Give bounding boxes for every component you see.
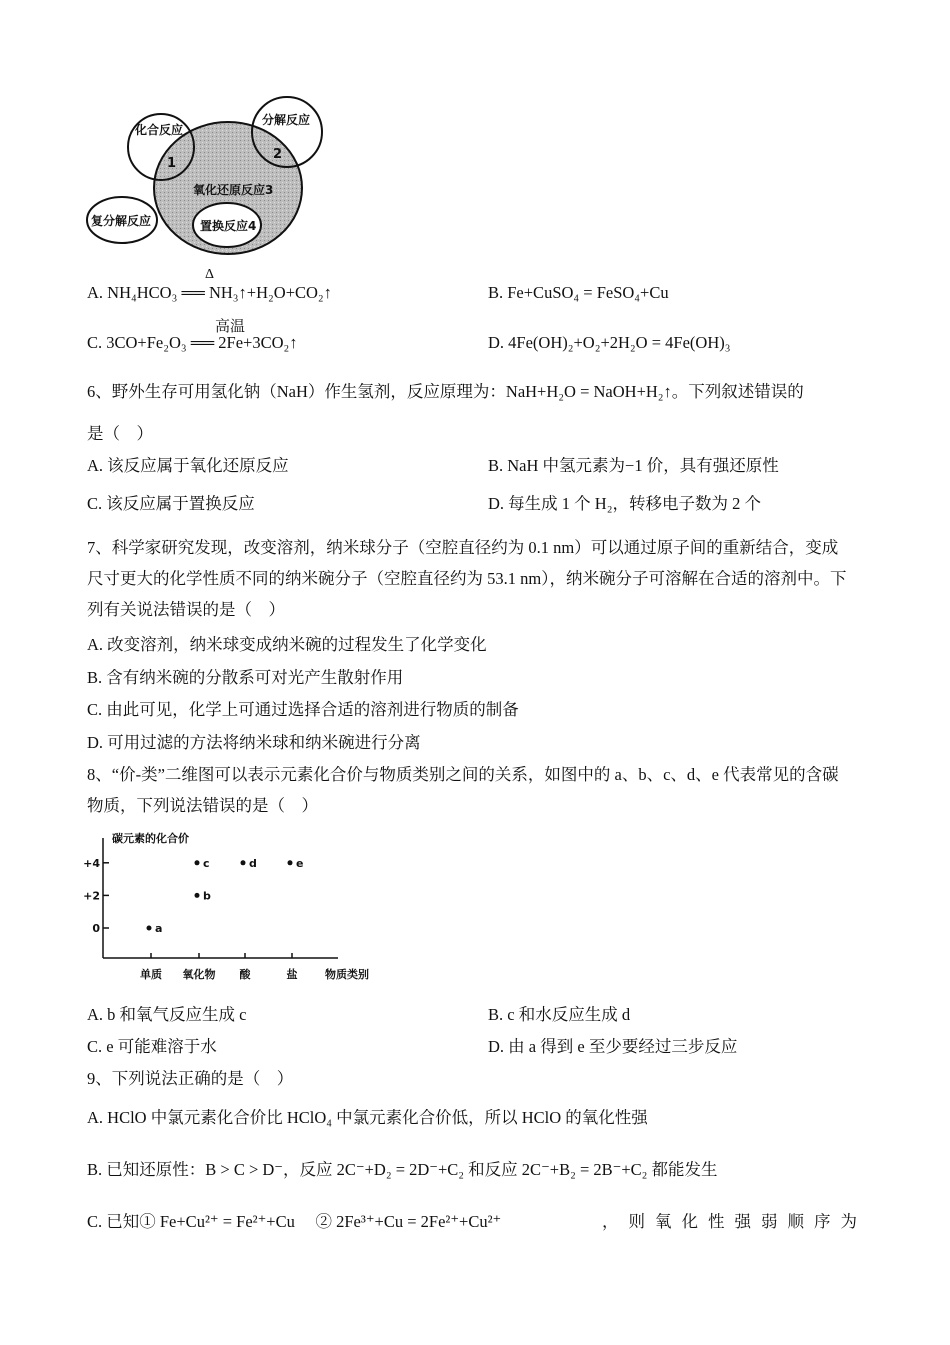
option-text: A. NH₄HCO₃ ══ NH₃↑+H₂O+CO₂↑ [87, 283, 332, 302]
data-point-d [241, 860, 246, 865]
q9-stem: 9、下列说法正确的是（ ） [87, 1069, 294, 1088]
venn-label: 化合反应 [135, 123, 184, 137]
y-tick-label: +4 [83, 856, 100, 870]
venn-label: 复分解反应 [91, 214, 152, 228]
q6-option-b: B. NaH 中氢元素为−1 价，具有强还原性 [488, 456, 779, 475]
x-tick-label: 酸 [239, 968, 251, 981]
q6-stem: 是（ ） [87, 424, 153, 443]
q9-option-c [87, 1208, 867, 1232]
q5-option-b: B. Fe+CuSO₄ = FeSO₄+Cu [488, 283, 669, 302]
valence-class-chart [80, 820, 390, 990]
chart-ylabel: 碳元素的化合价 [112, 832, 189, 845]
x-tick-label: 单质 [140, 968, 162, 981]
q5-option-a [87, 267, 332, 303]
x-tick-label: 氧化物 [182, 968, 216, 981]
venn-label: 置换反应4 [200, 219, 257, 233]
q8-stem: 8、“价-类”二维图可以表示元素化合价与物质类别之间的关系，如图中的 a、b、c、d、e 代表常见的含碳 [87, 765, 839, 784]
y-tick-label: +2 [83, 889, 100, 903]
data-point-e [288, 860, 293, 865]
venn-label: 1 [167, 156, 177, 171]
x-tick-label: 盐 [286, 968, 298, 981]
data-point-label: a [155, 922, 163, 935]
option-text: C. 已知① Fe+Cu²⁺ = Fe²⁺+Cu ② 2Fe³⁺+Cu = 2Fe²⁺+Cu²⁺ [87, 1212, 502, 1231]
option-text: C. 3CO+Fe₂O₃ ══ 2Fe+3CO₂↑ [87, 333, 298, 352]
q7-stem: 7、科学家研究发现，改变溶剂，纳米球分子（空腔直径约为 0.1 nm）可以通过原子间的重新结合，变成 [87, 538, 839, 557]
q6-stem: 6、野外生存可用氢化钠（NaH）作生氢剂，反应原理为：NaH+H₂O = NaOH+H₂↑。下列叙述错误的 [87, 382, 804, 401]
q6-option-a: A. 该反应属于氧化还原反应 [87, 456, 289, 475]
data-point-label: b [203, 889, 211, 903]
q8-stem: 物质，下列说法错误的是（ ） [87, 796, 318, 815]
q7-option-a: A. 改变溶剂，纳米球变成纳米碗的过程发生了化学变化 [87, 635, 487, 654]
venn-label: 分解反应 [262, 113, 311, 127]
q8-option-b: B. c 和水反应生成 d [488, 1005, 631, 1024]
y-tick-label: 0 [92, 922, 100, 935]
q7-stem: 尺寸更大的化学性质不同的纳米碗分子（空腔直径约为 53.1 nm），纳米碗分子可溶解在合适的溶剂中。下 [87, 569, 847, 588]
q9-option-a: A. HClO 中氯元素化合价比 HClO₄ 中氯元素化合价低，所以 HClO 的氧化性强 [87, 1108, 648, 1127]
q6-option-c: C. 该反应属于置换反应 [87, 494, 255, 513]
data-point-label: d [249, 856, 257, 870]
q6-option-d: D. 每生成 1 个 H₂，转移电子数为 2 个 [488, 494, 761, 513]
reaction-venn-diagram [0, 0, 340, 270]
q7-option-b: B. 含有纳米碗的分散系可对光产生散射作用 [87, 668, 404, 687]
q5-option-c [87, 319, 298, 353]
option-text: ，则氧化性强弱顺序为 [602, 1212, 867, 1231]
data-point-c [195, 860, 200, 865]
data-point-a [147, 926, 152, 931]
q7-option-d: D. 可用过滤的方法将纳米球和纳米碗进行分离 [87, 733, 421, 752]
venn-label: 2 [273, 147, 283, 162]
data-point-label: c [203, 856, 210, 870]
chart-xlabel: 物质类别 [325, 968, 369, 981]
data-point-b [195, 893, 200, 898]
venn-label: 氧化还原反应3 [193, 183, 274, 197]
reaction-condition: Δ [205, 267, 215, 282]
q9-option-b: B. 已知还原性：B > C > D⁻，反应 2C⁻+D₂ = 2D⁻+C₂ 和反应 2C⁻+B₂ = 2B⁻+C₂ 都能发生 [87, 1160, 718, 1179]
q7-option-c: C. 由此可见，化学上可通过选择合适的溶剂进行物质的制备 [87, 700, 519, 719]
q8-option-d: D. 由 a 得到 e 至少要经过三步反应 [488, 1037, 738, 1056]
q5-option-d: D. 4Fe(OH)₂+O₂+2H₂O = 4Fe(OH)₃ [488, 333, 731, 352]
q8-option-a: A. b 和氧气反应生成 c [87, 1005, 247, 1024]
data-point-label: e [296, 856, 304, 870]
reaction-condition: 高温 [215, 319, 246, 335]
q7-stem: 列有关说法错误的是（ ） [87, 600, 285, 619]
q8-option-c: C. e 可能难溶于水 [87, 1037, 217, 1056]
